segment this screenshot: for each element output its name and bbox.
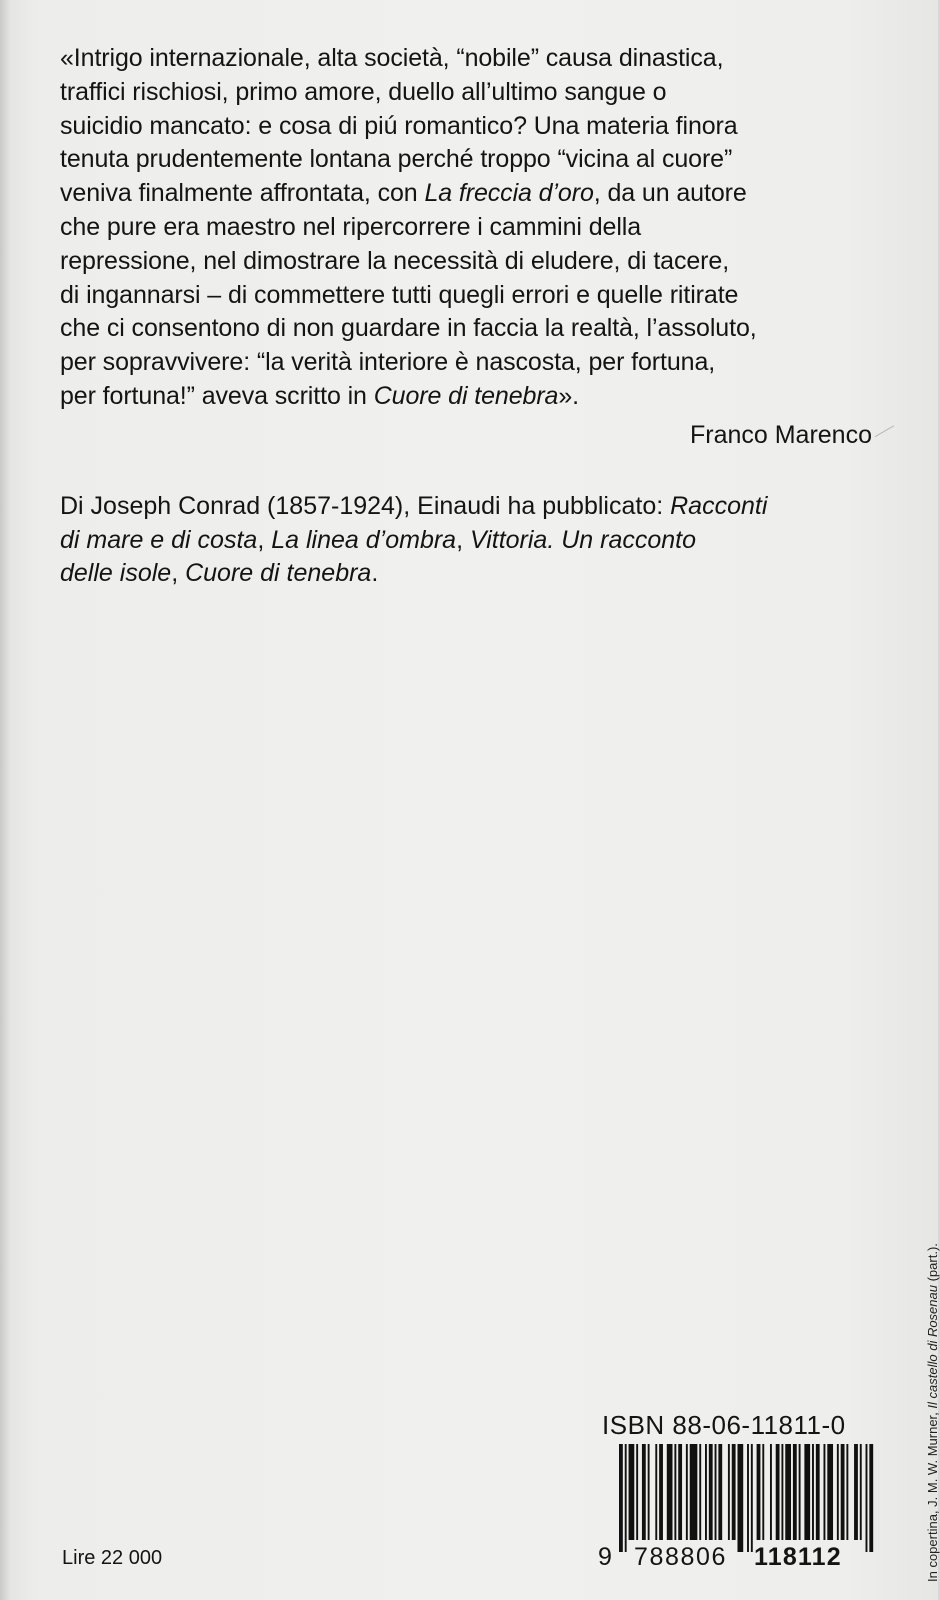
price-label: Lire 22 000	[62, 1547, 163, 1569]
barcode-left-digits: 788806	[634, 1543, 728, 1571]
barcode-bar	[837, 1444, 839, 1540]
author-works	[60, 490, 900, 591]
blurb-line: che pure era maestro nel ripercorrere i cammini della	[60, 212, 642, 241]
book-title-italic: di mare e di costa	[60, 525, 258, 554]
barcode-bar	[816, 1444, 820, 1540]
blurb-line	[60, 380, 890, 414]
book-title-italic: Racconti	[670, 492, 768, 520]
book-title-italic: La freccia d’oro	[424, 179, 594, 208]
cover-image-credit	[925, 1243, 940, 1582]
cover-left-edge	[0, 0, 10, 1600]
credit-text: In copertina, J. M. W. Murner,	[925, 1408, 940, 1582]
artwork-title: Il castello di Rosenau	[925, 1285, 940, 1409]
separator: .	[371, 559, 379, 587]
blurb-line: suicidio mancato: e cosa di piú romantico? Una materia finora	[60, 111, 738, 140]
book-title-italic: La linea d’ombra	[271, 525, 457, 554]
barcode-bar	[737, 1444, 743, 1552]
barcode-bar	[732, 1444, 736, 1540]
credit-text: (part.).	[925, 1243, 940, 1286]
separator: ,	[456, 525, 470, 554]
barcode-bar	[841, 1444, 845, 1540]
barcode-bar	[770, 1444, 772, 1540]
barcode-bar	[642, 1444, 646, 1540]
barcode-bar	[699, 1444, 701, 1540]
blurb-line: tenuta prudentemente lontana perché troppo “vicina al cuore”	[60, 145, 733, 174]
barcode-bar	[686, 1444, 688, 1540]
blurb-text: ».	[558, 381, 580, 410]
blurb-text: , da un autore	[593, 179, 747, 208]
barcode-first-digit: 9	[598, 1543, 612, 1571]
barcode-bar	[655, 1444, 657, 1540]
blurb-line: «Intrigo internazionale, alta società, “nobile” causa dinastica,	[60, 44, 724, 72]
blurb-line: che ci consentono di non guardare in faccia la realtà, l’assoluto,	[60, 314, 757, 343]
blurb-line: traffici rischiosi, primo amore, duello all’ultimo sangue o	[60, 77, 667, 106]
barcode-bar	[866, 1444, 868, 1552]
barcode-bar	[619, 1444, 623, 1552]
paper-crease	[875, 425, 900, 446]
book-title-italic: Vittoria. Un racconto	[469, 525, 697, 554]
barcode-bar	[854, 1444, 858, 1540]
barcode-bar	[747, 1444, 749, 1552]
barcode-icon	[619, 1444, 877, 1552]
barcode-bar	[799, 1444, 801, 1540]
blurb-line: repressione, nel dimostrare la necessità di eludere, di tacere,	[60, 246, 730, 275]
works-line	[60, 524, 900, 558]
barcode-bar	[812, 1444, 814, 1540]
blurb-line: di ingannarsi – di commettere tutti quegli errori e quelle ritirate	[60, 280, 739, 309]
barcode-bar	[636, 1444, 638, 1540]
barcode-bar	[678, 1444, 682, 1540]
works-text: Di Joseph Conrad (1857-1924), Einaudi ha pubblicato:	[60, 492, 671, 520]
barcode-bar	[846, 1444, 848, 1540]
barcode-bar	[728, 1444, 730, 1540]
barcode-right-digits: 118112	[754, 1543, 842, 1571]
blurb-line	[60, 177, 890, 211]
barcode-bar	[718, 1444, 722, 1540]
works-line	[60, 557, 900, 591]
blurb-text: per fortuna!” aveva scritto in	[60, 381, 374, 410]
quote-attribution: Franco Marenco	[689, 421, 872, 449]
isbn-number: ISBN 88-06-11811-0	[602, 1410, 846, 1440]
barcode-bar	[659, 1444, 663, 1540]
barcode-bar	[709, 1444, 713, 1540]
barcode-bar	[860, 1444, 862, 1540]
barcode-bar	[715, 1444, 717, 1540]
barcode-bar	[804, 1444, 810, 1540]
barcode-bar	[667, 1444, 673, 1540]
barcode-bar	[690, 1444, 698, 1540]
barcode-bar	[762, 1444, 764, 1540]
barcode-bar	[869, 1444, 873, 1552]
barcode-bar	[823, 1444, 825, 1540]
blurb-text: veniva finalmente affrontata, con	[60, 179, 425, 208]
barcode-bar	[625, 1444, 627, 1552]
book-title-italic: Cuore di tenebra	[373, 381, 559, 410]
separator: ,	[171, 559, 186, 587]
barcode-bar	[648, 1444, 650, 1540]
barcode-bar	[629, 1444, 635, 1540]
barcode-bar	[776, 1444, 780, 1540]
barcode-bar	[751, 1444, 753, 1552]
barcode-bar	[757, 1444, 761, 1540]
barcode-bar	[793, 1444, 797, 1540]
blurb-quote	[60, 42, 890, 414]
barcode-bar	[705, 1444, 707, 1540]
barcode-bar	[674, 1444, 676, 1540]
separator: ,	[257, 525, 272, 554]
barcode-bar	[781, 1444, 783, 1540]
barcode-bar	[827, 1444, 833, 1540]
works-line	[60, 490, 900, 524]
book-title-italic: delle isole	[60, 559, 172, 587]
blurb-line: per sopravvivere: “la verità interiore è nascosta, per fortuna,	[60, 348, 716, 377]
barcode-bar	[785, 1444, 791, 1540]
book-title-italic: Cuore di tenebra	[185, 559, 372, 587]
